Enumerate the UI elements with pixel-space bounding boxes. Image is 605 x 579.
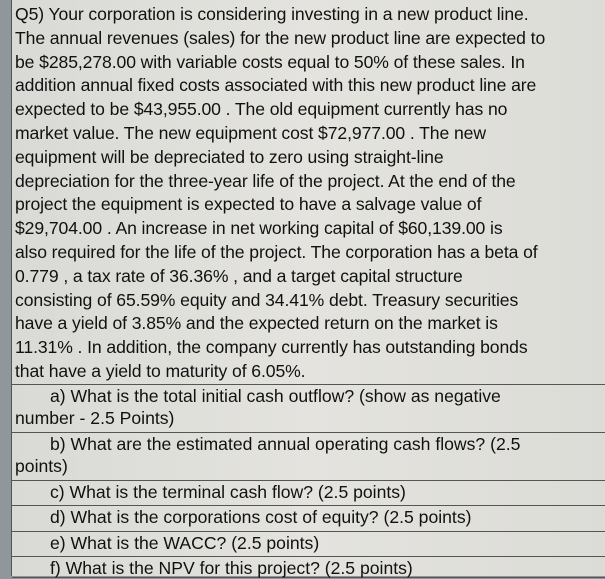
question-line: addition annual fixed costs associated with this new product line are [15, 75, 537, 96]
part-a-row [12, 384, 605, 432]
part-d-text: d) What is the corporations cost of equity? (2.5 points) [50, 507, 472, 527]
part-f-text: f) What is the NPV for this project? (2.5 points) [50, 558, 413, 578]
question-line: also required for the life of the project. The corporation has a beta of [15, 241, 538, 262]
question-line: market value. The new equipment cost $72,977.00 . The new [15, 122, 486, 143]
part-e-text: e) What is the WACC? (2.5 points) [50, 533, 320, 553]
part-b-row [12, 432, 605, 480]
question-line: 11.31% . In addition, the company currently has outstanding bonds [15, 337, 528, 358]
question-line: be $285,278.00 with variable costs equal to 50% of these sales. In [15, 51, 525, 72]
question-line: consisting of 65.59% equity and 34.41% debt. Treasury securities [15, 289, 519, 310]
part-c-row [12, 480, 605, 505]
question-line: $29,704.00 . An increase in net working capital of $60,139.00 is [15, 218, 503, 239]
part-c-text: c) What is the terminal cash flow? (2.5 points) [50, 482, 406, 502]
question-line: expected to be $43,955.00 . The old equipment currently has no [15, 99, 508, 120]
part-b-text: b) What are the estimated annual operating cash flows? (2.5 [50, 434, 521, 454]
part-e-row [12, 531, 605, 557]
part-d-row [12, 505, 605, 531]
question-line: have a yield of 3.85% and the expected return on the market is [15, 313, 498, 334]
question-paragraph [15, 3, 605, 384]
question-line: 0.779 , a tax rate of 36.36% , and a target capital structure [15, 265, 463, 286]
part-b-text-cont: points) [15, 456, 68, 476]
part-f-row [12, 556, 605, 578]
question-line: depreciation for the three-year life of the project. At the end of the [15, 170, 516, 191]
question-line: equipment will be depreciated to zero using straight-line [15, 146, 444, 167]
part-a-text: a) What is the total initial cash outflow? (show as negative [50, 386, 501, 406]
question-line: project the equipment is expected to have a salvage value of [15, 194, 482, 215]
question-line: that have a yield to maturity of 6.05%. [15, 360, 306, 381]
part-a-text-cont: number - 2.5 Points) [15, 408, 175, 428]
question-line: Q5) Your corporation is considering investing in a new product line. [15, 4, 529, 24]
question-line: The annual revenues (sales) for the new product line are expected to [15, 27, 546, 48]
question-document [11, 0, 605, 576]
